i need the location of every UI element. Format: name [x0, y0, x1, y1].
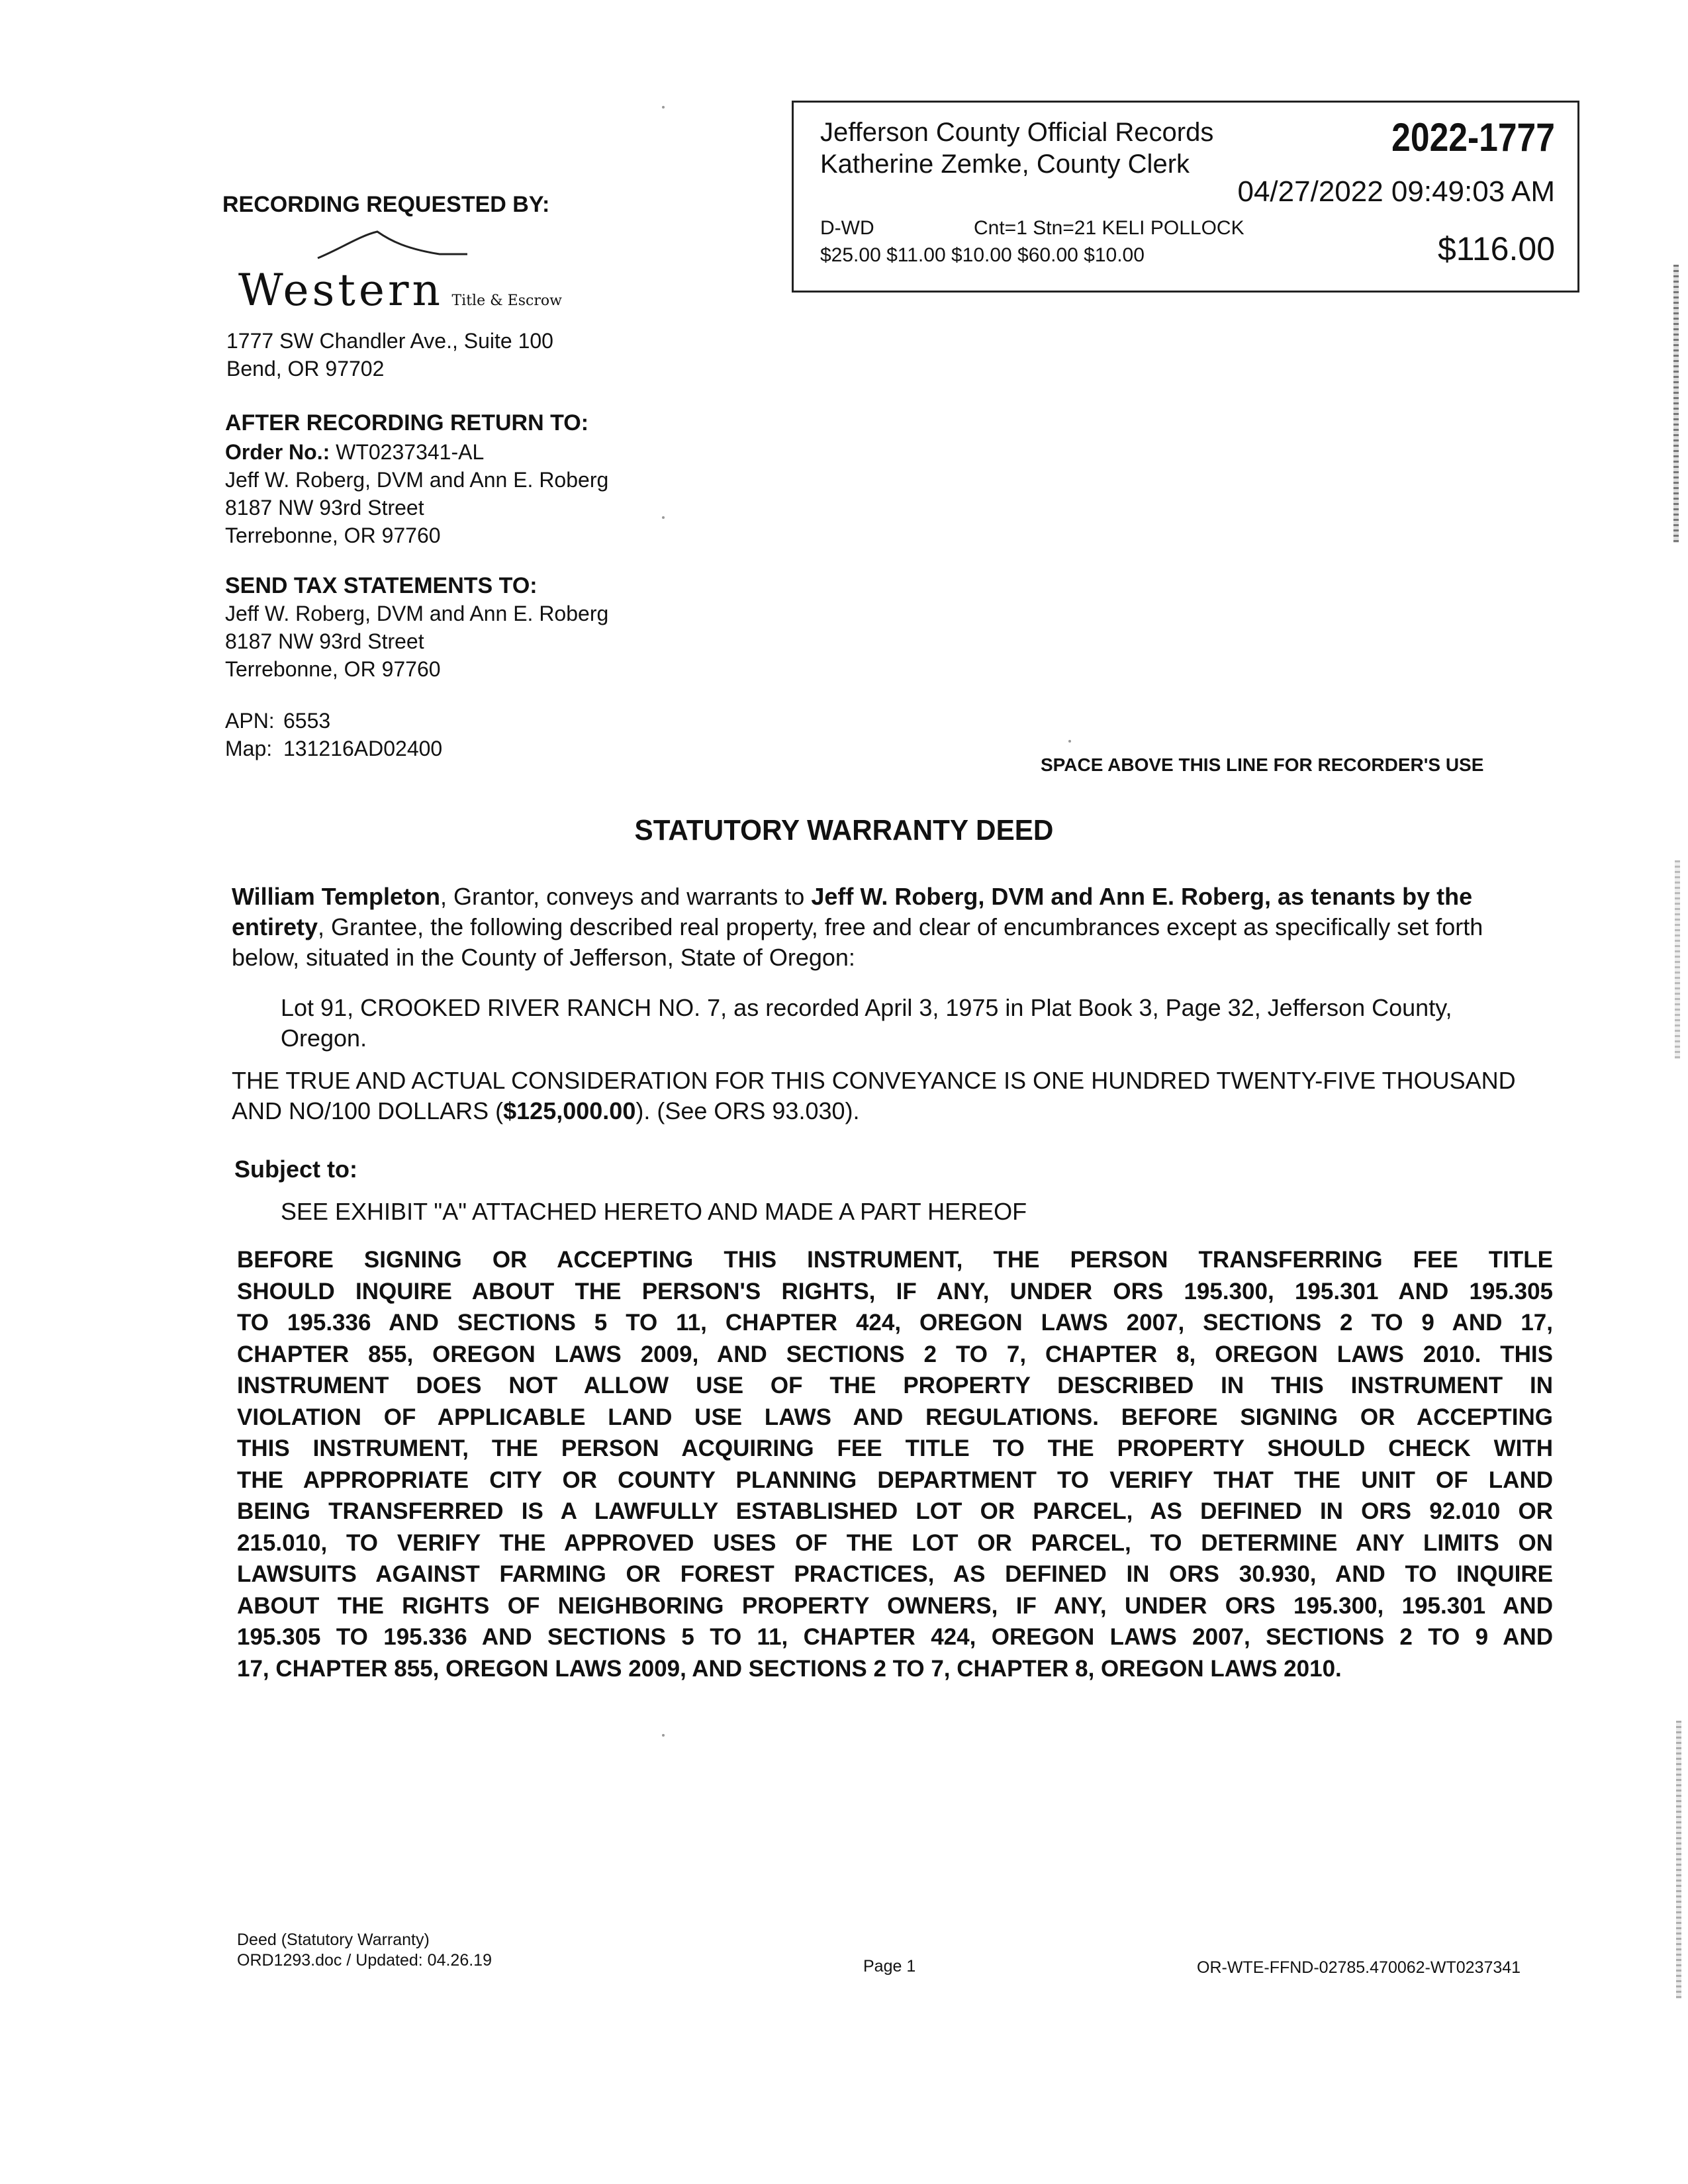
notice-line: BEING TRANSFERRED IS A LAWFULLY ESTABLISHED LOT OR PARCEL, AS DEFINED IN ORS 92.010 OR: [237, 1498, 1553, 1524]
scan-speck: [1068, 740, 1071, 743]
tax-to-label: SEND TAX STATEMENTS TO:: [225, 573, 538, 598]
apn-label: APN:: [225, 709, 275, 733]
grant-text-1: , Grantor, conveys and warrants to: [440, 883, 812, 910]
grant-text-2: , Grantee, the following described real property, free and clear of encumbrances except as specifically set forth below, situated in the County of Jefferson, State of Oregon:: [232, 913, 1483, 971]
tax-to-block: [225, 600, 608, 683]
requested-by-address-line2: Bend, OR 97702: [226, 357, 385, 381]
return-to-label: AFTER RECORDING RETURN TO:: [225, 410, 589, 435]
recorder-fees: $25.00 $11.00 $10.00 $60.00 $10.00: [820, 244, 1145, 266]
recorder-doc-number: 2022-1777: [1391, 115, 1555, 159]
consideration-paragraph: [232, 1066, 1549, 1126]
scan-speck: [662, 516, 665, 519]
notice-line: 215.010, TO VERIFY THE APPROVED USES OF THE LOT OR PARCEL, TO DETERMINE ANY LIMITS ON: [237, 1529, 1553, 1556]
footer-reference: OR-WTE-FFND-02785.470062-WT0237341: [1197, 1958, 1521, 1977]
notice-line: INSTRUMENT DOES NOT ALLOW USE OF THE PROPERTY DESCRIBED IN THIS INSTRUMENT IN: [237, 1373, 1553, 1398]
document-title: STATUTORY WARRANTY DEED: [634, 814, 1054, 846]
notice-line: THIS INSTRUMENT, THE PERSON ACQUIRING FEE TITLE TO THE PROPERTY SHOULD CHECK WITH: [237, 1435, 1553, 1461]
recorder-doc-type: D-WD: [820, 217, 874, 239]
footer-form-file: ORD1293.doc / Updated: 04.26.19: [237, 1951, 492, 1970]
notice-line: 17, CHAPTER 855, OREGON LAWS 2009, AND SECTIONS 2 TO 7, CHAPTER 8, OREGON LAWS 2010.: [237, 1655, 1342, 1682]
order-number-line: [225, 438, 608, 466]
notice-line: THE APPROPRIATE CITY OR COUNTY PLANNING DEPARTMENT TO VERIFY THAT THE UNIT OF LAND: [237, 1467, 1553, 1493]
parcel-info: [225, 707, 442, 762]
notice-line: LAWSUITS AGAINST FARMING OR FOREST PRACTICES, AS DEFINED IN ORS 30.930, AND TO INQUIRE: [237, 1561, 1553, 1587]
requested-by-label: RECORDING REQUESTED BY:: [222, 192, 550, 217]
notice-line: BEFORE SIGNING OR ACCEPTING THIS INSTRUMENT, THE PERSON TRANSFERRING FEE TITLE: [237, 1247, 1553, 1273]
tax-to-name: Jeff W. Roberg, DVM and Ann E. Roberg: [225, 602, 609, 625]
grantee-name: Jeff W. Roberg, DVM and Ann E. Roberg, as tenants by the entirety: [232, 883, 1473, 940]
return-to-city: Terrebonne, OR 97760: [225, 523, 441, 547]
grant-paragraph: [232, 882, 1549, 973]
order-number-label: Order No.:: [225, 440, 330, 464]
return-to-street: 8187 NW 93rd Street: [225, 496, 424, 520]
notice-line: ABOUT THE RIGHTS OF NEIGHBORING PROPERTY OWNERS, IF ANY, UNDER ORS 195.300, 195.301 AND: [237, 1592, 1553, 1619]
notice-line: TO 195.336 AND SECTIONS 5 TO 11, CHAPTER 424, OREGON LAWS 2007, SECTIONS 2 TO 9 AND 17,: [237, 1310, 1553, 1336]
footer-form-name: Deed (Statutory Warranty): [237, 1931, 430, 1949]
tax-to-city: Terrebonne, OR 97760: [225, 657, 441, 681]
consideration-text-after: ). (See ORS 93.030).: [635, 1097, 860, 1124]
recorder-clerk: Katherine Zemke, County Clerk: [820, 150, 1190, 179]
recorder-office: Jefferson County Official Records: [820, 118, 1214, 147]
notice-line: VIOLATION OF APPLICABLE LAND USE LAWS AND REGULATIONS. BEFORE SIGNING OR ACCEPTING: [237, 1404, 1553, 1430]
tax-to-street: 8187 NW 93rd Street: [225, 629, 424, 653]
map-label: Map:: [225, 737, 273, 760]
scan-edge-mark: [1676, 1721, 1681, 1999]
notice-line: CHAPTER 855, OREGON LAWS 2009, AND SECTIONS 2 TO 7, CHAPTER 8, OREGON LAWS 2010. THIS: [237, 1341, 1553, 1367]
requested-by-address: [226, 327, 553, 383]
footer-page-number: Page 1: [863, 1957, 916, 1976]
return-to-name: Jeff W. Roberg, DVM and Ann E. Roberg: [225, 468, 609, 492]
return-to-block: [225, 438, 608, 549]
recorder-space-note: SPACE ABOVE THIS LINE FOR RECORDER'S USE: [1041, 754, 1484, 775]
western-logo-name: Western: [238, 265, 444, 316]
western-logo-subtitle: Title & Escrow: [451, 293, 562, 309]
apn-line: [225, 707, 442, 735]
recorder-stamp: [792, 101, 1579, 293]
order-number-value: WT0237341-AL: [336, 440, 485, 464]
subject-to-text: SEE EXHIBIT "A" ATTACHED HERETO AND MADE A PART HEREOF: [281, 1198, 1027, 1225]
requested-by-address-line1: 1777 SW Chandler Ave., Suite 100: [226, 329, 553, 353]
statutory-notice: [237, 1244, 1553, 1684]
map-value: 131216AD02400: [283, 737, 443, 760]
recorder-datetime: 04/27/2022 09:49:03 AM: [1237, 175, 1555, 208]
notice-line: SHOULD INQUIRE ABOUT THE PERSON'S RIGHTS, IF ANY, UNDER ORS 195.300, 195.301 AND 195.305: [237, 1278, 1553, 1304]
recorder-total: $116.00: [1437, 230, 1555, 267]
scan-edge-mark: [1675, 860, 1680, 1059]
western-logo-mountain: [314, 229, 467, 262]
grantor-name: William Templeton: [232, 883, 441, 910]
consideration-text: THE TRUE AND ACTUAL CONSIDERATION FOR THIS CONVEYANCE IS ONE HUNDRED TWENTY-FIVE THOUSAND AND NO/100 DOLLARS (: [232, 1067, 1516, 1124]
legal-description: Lot 91, CROOKED RIVER RANCH NO. 7, as recorded April 3, 1975 in Plat Book 3, Page 32, Jefferson County, Oregon.: [281, 994, 1452, 1052]
subject-to-label: Subject to:: [234, 1156, 357, 1183]
scan-edge-mark: [1673, 265, 1679, 543]
western-logo: [238, 265, 562, 316]
scan-speck: [662, 106, 665, 109]
notice-line: 195.305 TO 195.336 AND SECTIONS 5 TO 11, CHAPTER 424, OREGON LAWS 2007, SECTIONS 2 TO 9 AND: [237, 1624, 1553, 1650]
scan-speck: [662, 1734, 665, 1737]
map-line: [225, 735, 442, 762]
apn-value: 6553: [283, 709, 331, 733]
consideration-amount: $125,000.00: [503, 1097, 636, 1124]
recorder-counts: Cnt=1 Stn=21 KELI POLLOCK: [974, 217, 1244, 239]
